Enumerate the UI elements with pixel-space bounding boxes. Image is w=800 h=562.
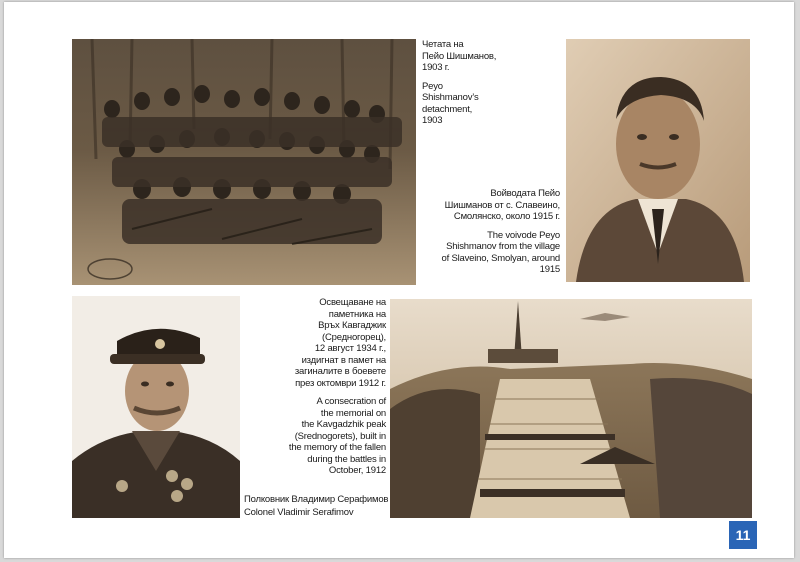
voivode-caption (424, 188, 560, 283)
page-number: 11 (729, 521, 757, 549)
voivode-caption-bg: Войводата Пейо Шишманов от с. Славеино, Смолянско, около 1915 г. (444, 188, 560, 222)
memorial-consecration-photo (390, 299, 752, 518)
memorial-caption-bg: Освещаване на паметника на Връх Кавгаджик (Средногорец), 12 август 1934 г., издигнат в памет на загиналите в боевете през октомври 1912 г. (294, 297, 386, 389)
detachment-caption-bg: Четата на Пейо Шишманов, 1903 г. (422, 39, 497, 73)
memorial-caption-en: A consecration of the memorial on the Kavgadzhik peak (Srednogorets), built in the memory of the fallen during the battles in October, 1912 (288, 396, 386, 476)
memorial-caption (282, 297, 386, 484)
detachment-caption (422, 39, 522, 134)
detachment-photo (72, 39, 416, 285)
voivode-caption-en: The voivode Peyo Shishmanov from the village of Slaveino, Smolyan, around 1915 (441, 229, 560, 275)
detachment-caption-en: Peyo Shishmanov’s detachment, 1903 (422, 80, 479, 126)
colonel-caption-bg: Полковник Владимир Серафимов (244, 494, 389, 505)
colonel-portrait-photo (72, 296, 240, 518)
voivode-portrait-photo (566, 39, 750, 282)
book-page (4, 2, 794, 558)
colonel-caption-en: Colonel Vladimir Serafimov (244, 506, 354, 518)
colonel-caption (244, 494, 404, 525)
